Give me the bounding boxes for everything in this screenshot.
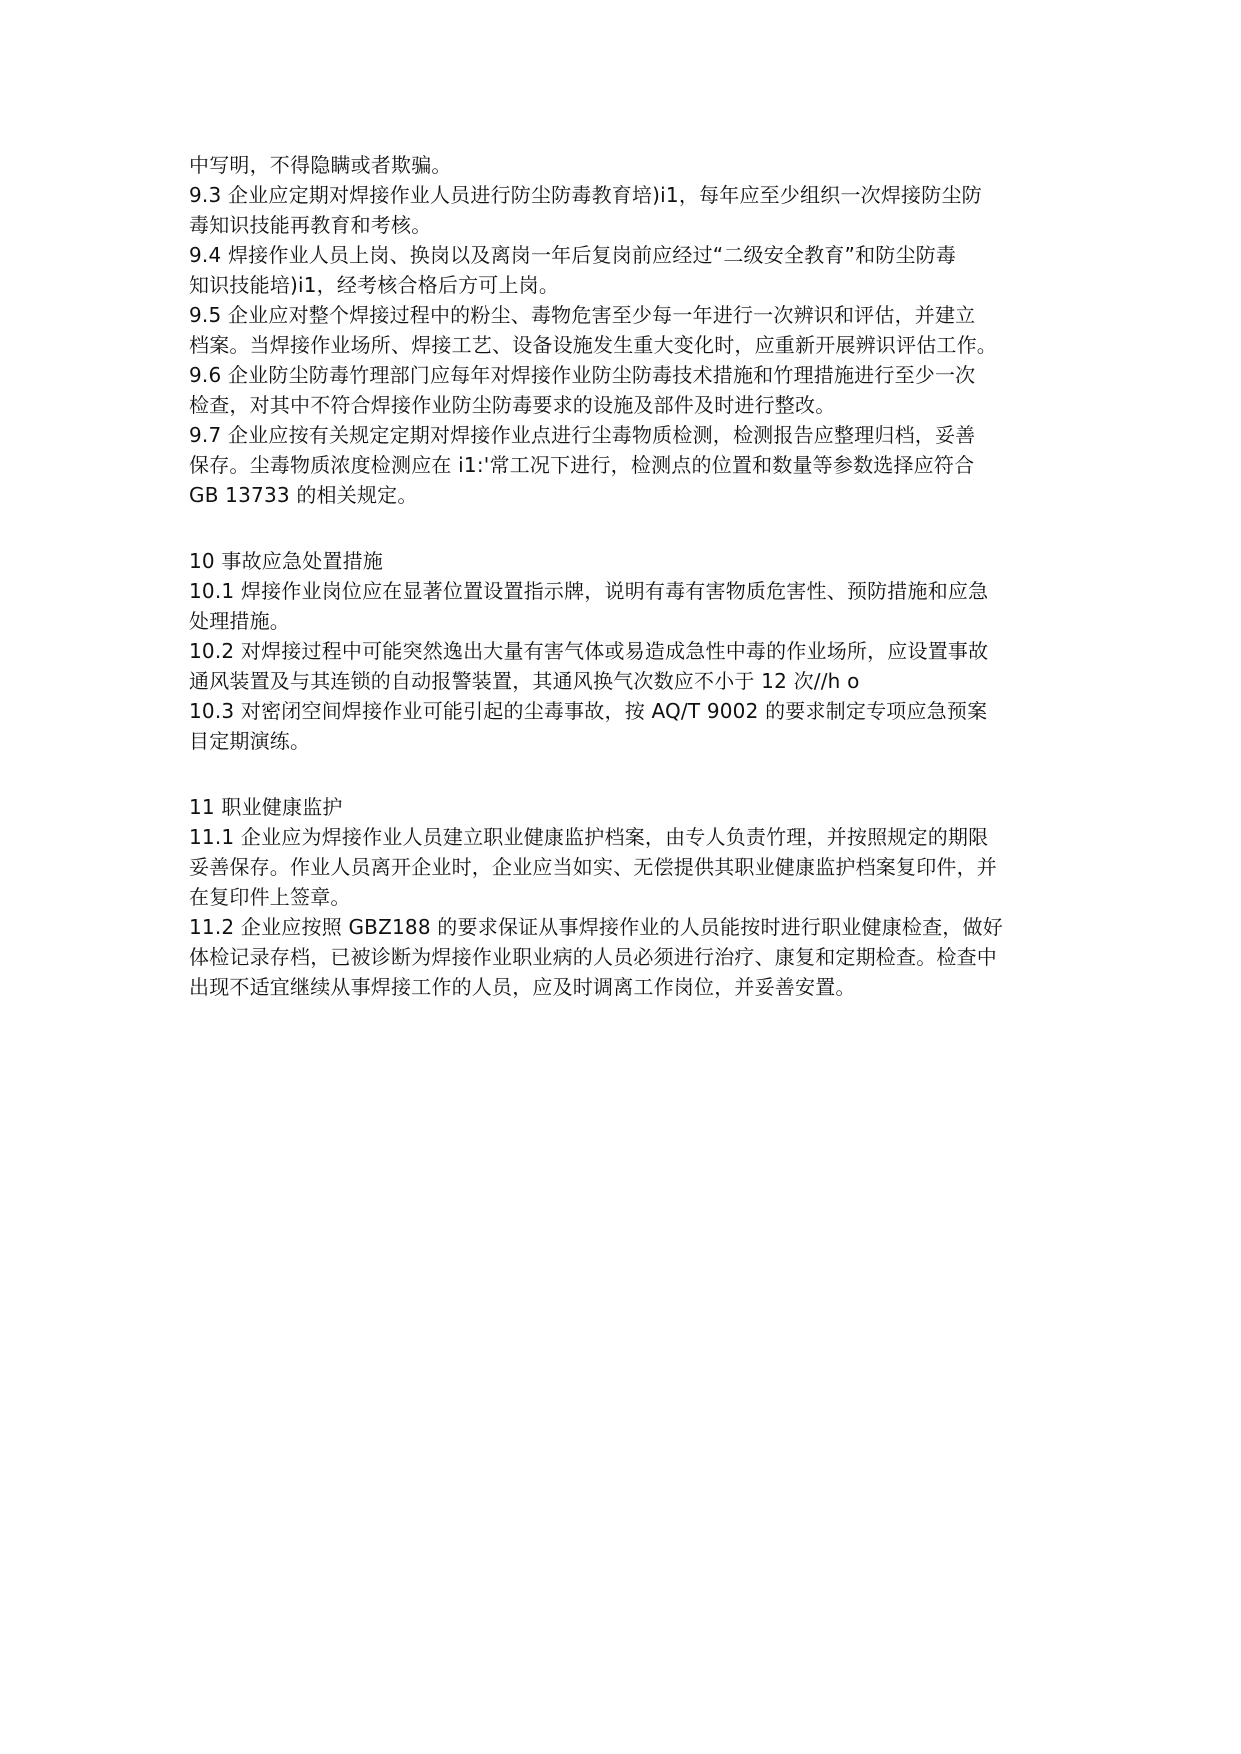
text-line: 体检记录存档，已被诊断为焊接作业职业病的人员必须进行治疗、康复和定期检查。检查中 [189, 945, 997, 969]
text-line: 妥善保存。作业人员离开企业时，企业应当如实、无偿提供其职业健康监护档案复印件，并 [189, 855, 997, 879]
text-line: 保存。尘毒物质浓度检测应在 i1:'常工况下进行，检测点的位置和数量等参数选择应符合 [189, 453, 975, 477]
text-line: 档案。当焊接作业场所、焊接工艺、设备设施发生重大变化时，应重新开展辨识评估工作。 [189, 333, 997, 357]
text-line: 中写明，不得隐瞒或者欺骗。 [189, 153, 452, 177]
section-10 [189, 546, 1069, 756]
clause-11-1: 11.1 企业应为焊接作业人员建立职业健康监护档案，由专人负责竹理，并按照规定的期限 [189, 825, 989, 849]
clause-10-3: 10.3 对密闭空间焊接作业可能引起的尘毒事故，按 AQ/T 9002 的要求制定专项应急预案 [189, 699, 988, 723]
section-9-continuation [189, 150, 1069, 510]
clause-9-5: 9.5 企业应对整个焊接过程中的粉尘、毒物危害至少每一年进行一次辨识和评估，并建立 [189, 303, 976, 327]
text-line: 出现不适宜继续从事焊接工作的人员，应及时调离工作岗位，并妥善安置。 [189, 975, 856, 999]
section-heading-11: 11 职业健康监护 [189, 795, 343, 819]
text-line: 毒知识技能再教育和考核。 [189, 213, 432, 237]
clause-9-3: 9.3 企业应定期对焊接作业人员进行防尘防毒教育培)i1，每年应至少组织一次焊接防尘防 [189, 183, 982, 207]
section-spacer [189, 756, 1069, 792]
text-line: 目定期演练。 [189, 729, 311, 753]
clause-10-1: 10.1 焊接作业岗位应在显著位置设置指示牌，说明有毒有害物质危害性、预防措施和应急 [189, 579, 989, 603]
clause-9-6: 9.6 企业防尘防毒竹理部门应每年对焊接作业防尘防毒技术措施和竹理措施进行至少一次 [189, 363, 976, 387]
clause-10-2: 10.2 对焊接过程中可能突然逸出大量有害气体或易造成急性中毒的作业场所，应设置事故 [189, 639, 989, 663]
clause-9-7: 9.7 企业应按有关规定定期对焊接作业点进行尘毒物质检测，检测报告应整理归档，妥善 [189, 423, 976, 447]
section-heading-10: 10 事故应急处置措施 [189, 549, 384, 573]
text-line: 知识技能培)i1，经考核合格后方可上岗。 [189, 273, 560, 297]
clause-9-4: 9.4 焊接作业人员上岗、换岗以及离岗一年后复岗前应经过“二级安全教育”和防尘防毒 [189, 243, 957, 267]
text-line: 通风装置及与其连锁的自动报警装置，其通风换气次数应不小于 12 次//h o [189, 669, 860, 693]
section-11 [189, 792, 1069, 1002]
document-body [189, 150, 1069, 1002]
clause-11-2: 11.2 企业应按照 GBZ188 的要求保证从事焊接作业的人员能按时进行职业健康检查，做好 [189, 915, 1003, 939]
text-line: 检查，对其中不符合焊接作业防尘防毒要求的设施及部件及时进行整改。 [189, 393, 836, 417]
section-spacer [189, 510, 1069, 546]
text-line: 在复印件上签章。 [189, 885, 351, 909]
text-line: GB 13733 的相关规定。 [189, 483, 418, 507]
text-line: 处理措施。 [189, 609, 290, 633]
